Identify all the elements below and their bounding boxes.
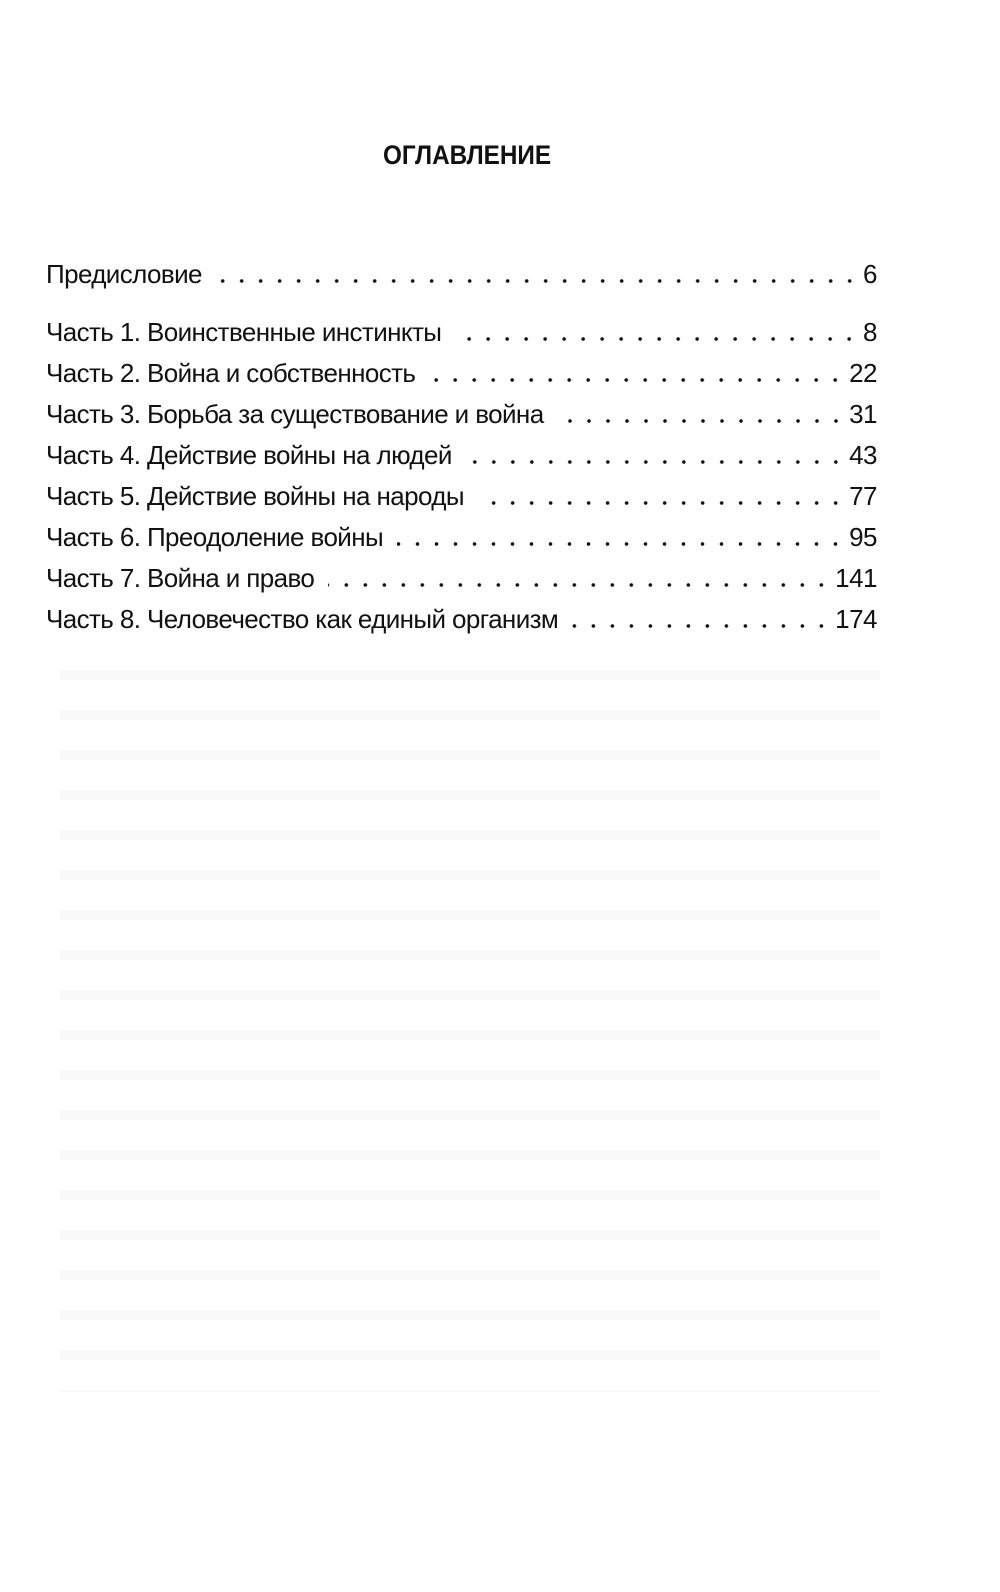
toc-entry-page: 22 xyxy=(849,358,877,388)
toc-entry[interactable] xyxy=(46,599,877,640)
toc-entry-page: 31 xyxy=(849,399,877,429)
toc-entry[interactable] xyxy=(46,353,877,394)
toc-entry-label: Часть 4. Действие войны на людей xyxy=(46,440,452,470)
page-title: ОГЛАВЛЕНИЕ xyxy=(382,140,552,170)
toc-entry-label: Часть 2. Война и собственность xyxy=(46,358,416,388)
toc-entry-preface[interactable] xyxy=(46,254,877,295)
toc-entry[interactable] xyxy=(46,476,877,517)
toc-entry-label: Часть 6. Преодоление войны xyxy=(46,522,384,552)
toc-entry[interactable] xyxy=(46,312,877,353)
toc-entry-page: 8 xyxy=(863,317,877,347)
toc-entry[interactable] xyxy=(46,394,877,435)
table-of-contents xyxy=(46,254,877,640)
dot-leader xyxy=(429,377,845,383)
toc-entry-label: Часть 8. Человечество как единый организм xyxy=(46,604,559,634)
toc-entry-page: 174 xyxy=(835,604,877,634)
dot-leader xyxy=(558,418,846,424)
toc-entry-page: 95 xyxy=(849,522,877,552)
bleed-through-text xyxy=(60,640,880,1392)
dot-leader xyxy=(572,623,831,629)
toc-entry-label: Часть 3. Борьба за существование и война xyxy=(46,399,544,429)
toc-entry[interactable] xyxy=(46,558,877,599)
toc-entry[interactable] xyxy=(46,435,877,476)
toc-entry-page: 43 xyxy=(849,440,877,470)
dot-leader xyxy=(397,541,845,547)
toc-entry-label: Предисловие xyxy=(46,259,202,289)
dot-leader xyxy=(455,336,859,342)
toc-entry-page: 77 xyxy=(849,481,877,511)
toc-entry-page: 141 xyxy=(835,563,877,593)
toc-entry-label: Часть 1. Воинственные инстинкты xyxy=(46,317,442,347)
dot-leader xyxy=(216,278,859,284)
toc-entry-label: Часть 5. Действие войны на народы xyxy=(46,481,464,511)
dot-leader xyxy=(328,582,831,588)
toc-entry[interactable] xyxy=(46,517,877,558)
dot-leader xyxy=(466,459,845,465)
dot-leader xyxy=(478,500,845,506)
toc-entry-page: 6 xyxy=(863,259,877,289)
toc-entry-label: Часть 7. Война и право xyxy=(46,563,315,593)
